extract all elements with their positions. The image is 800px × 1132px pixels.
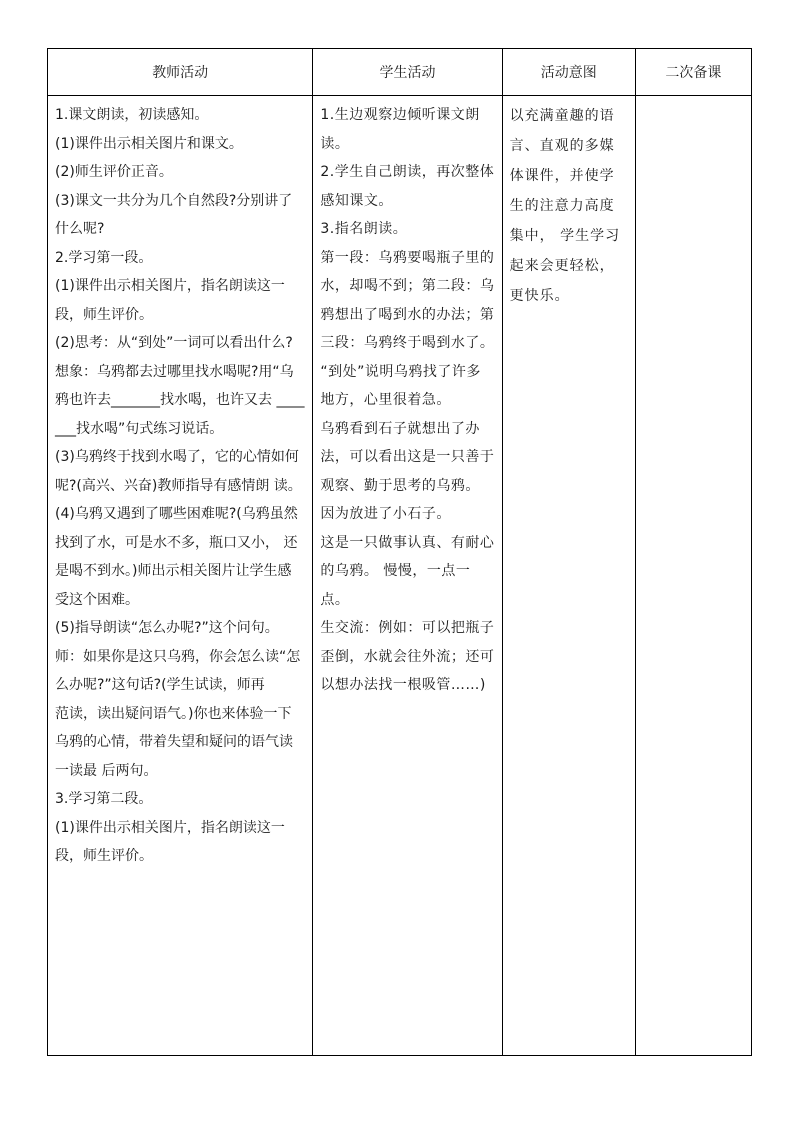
teacher-activity-line: (4)乌鸦又遇到了哪些困难呢?(乌鸦虽然找到了水，可是水不多，瓶口又小， 还是喝不到水。)师出示相关图片让学生感受这个困难。: [55, 506, 298, 608]
teacher-activity-line: 师：如果你是这只乌鸦，你会怎么读“怎么办呢?”这句话?(学生试读，师再: [55, 648, 301, 693]
student-activity-line: 乌鸦看到石子就想出了办法，可以看出这是一只善于观察、勤于思考的乌鸦。 因为放进了小石子。: [320, 420, 495, 522]
student-activity-line: 这是一只做事认真、有耐心的乌鸦。 慢慢，一点一点。: [320, 534, 495, 608]
activity-intent-line: 以充满童趣的语言、直观的多媒体课件，并使学生的注意力高度集中， 学生学习起来会更轻松，更快乐。: [509, 108, 621, 304]
student-activity-line: 1.生边观察边倾听课文朗读。: [320, 107, 480, 152]
teacher-activity-list: [48, 96, 312, 871]
student-activity-line: “到处”说明乌鸦找了许多地方，心里很着急。: [320, 363, 481, 408]
student-activity-cell: [313, 96, 502, 1056]
teacher-activity-line: 1.课文朗读，初读感知。: [55, 107, 209, 123]
header-second-preparation: 二次备课: [635, 49, 751, 96]
teacher-activity-line: 2.学习第一段。: [55, 249, 153, 266]
second-preparation-text: [636, 96, 751, 101]
student-activity-line: 3.指名朗读。: [320, 221, 408, 237]
teacher-activity-line: (2)师生评价正音。: [55, 164, 173, 180]
teacher-activity-line: (1)课件出示相关图片，指名朗读这一段，师生评价。: [55, 278, 285, 323]
content-row: [48, 96, 752, 1056]
student-activity-line: 第一段：乌鸦要喝瓶子里的水，却喝不到；第二段：乌鸦想出了喝到水的办法；第 三段：乌鸦终于喝到水了。: [320, 249, 500, 351]
teacher-activity-line: (2)思考：从“到处”一词可以看出什么?: [55, 335, 293, 351]
activity-intent-list: [503, 96, 635, 311]
header-activity-intent: 活动意图: [502, 49, 635, 96]
teacher-activity-cell: [48, 96, 313, 1056]
header-teacher-activity: 教师活动: [48, 49, 313, 96]
teacher-activity-line: 3.学习第二段。: [55, 791, 153, 807]
teacher-activity-line: (3)乌鸦终于找到水喝了，它的心情如何呢?(高兴、兴奋)教师指导有感情朗 读。: [55, 449, 302, 494]
teacher-activity-line: (1)课件出示相关图片，指名朗读这一段，师生评价。: [55, 819, 285, 864]
activity-intent-cell: [502, 96, 635, 1056]
second-preparation-cell: [635, 96, 751, 1056]
header-student-activity: 学生活动: [313, 49, 502, 96]
student-activity-list: [313, 96, 501, 700]
student-activity-line: 2.学生自己朗读，再次整体感知课文。: [320, 164, 495, 209]
header-row: [48, 49, 752, 96]
teacher-activity-line: (1)课件出示相关图片和课文。: [55, 135, 243, 152]
teacher-activity-line: 范读，读出疑问语气。)你也来体验一下乌鸦的心情，带着失望和疑问的语气读一读最 后两句。: [55, 705, 293, 779]
teacher-activity-line: (3)课文一共分为几个自然段?分别讲了什么呢?: [55, 192, 293, 237]
teacher-activity-line: 想象：乌鸦都去过哪里找水喝呢?用“乌鸦也许去_______找水喝，也许又去 _______找水喝”句式练习说话。: [55, 363, 305, 437]
lesson-plan-table: [47, 48, 752, 1056]
teacher-activity-line: (5)指导朗读“怎么办呢?”这个问句。: [55, 620, 279, 636]
student-activity-line: 生交流：例如：可以把瓶子歪倒，水就会往外流；还可以想办法找一根吸管……): [320, 620, 495, 693]
